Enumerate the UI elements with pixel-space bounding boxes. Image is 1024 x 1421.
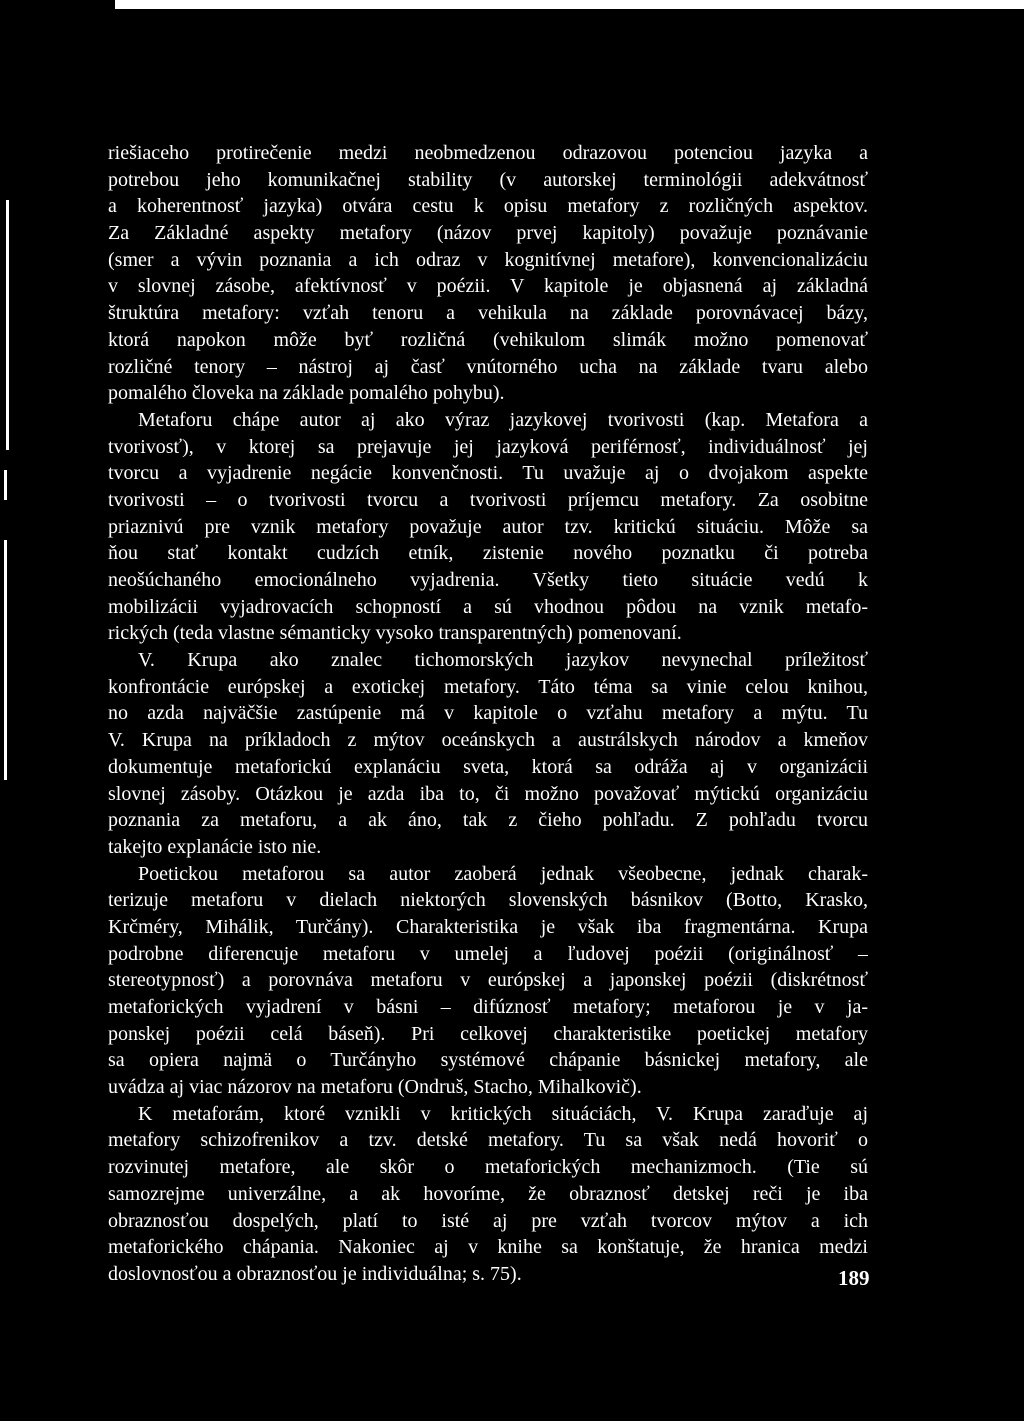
text-line: (smer a vývin poznania a ich odraz v kognitívnej metafore), konvencionalizáciu [108, 248, 868, 271]
text-line: V. Krupa na príkladoch z mýtov oceánskych a austrálskych národov a kmeňov [108, 729, 868, 752]
left-margin-mark-small [4, 470, 7, 500]
text-line: obraznosťou dospelých, platí to isté aj pre vzťah tvorcov mýtov a ich [108, 1209, 868, 1232]
text-line: konfrontácie európskej a exotickej metafory. Táto téma sa vinie celou knihou, [108, 675, 868, 698]
text-line: doslovnosťou a obraznosťou je individuálna; s. 75). [108, 1262, 522, 1285]
text-line: poznania za metaforu, a ak áno, tak z čieho pohľadu. Z pohľadu tvorcu [108, 809, 868, 832]
left-margin-mark [6, 200, 9, 450]
text-line: štruktúra metafory: vzťah tenoru a vehikula na základe porovnávacej bázy, [108, 302, 868, 325]
text-line: ponskej poézii celá báseň). Pri celkovej charakteristike poetickej metafory [108, 1022, 868, 1045]
text-line: rozvinutej metafore, ale skôr o metaforických mechanizmoch. (Tie sú [108, 1156, 868, 1179]
text-line: takejto explanácie isto nie. [108, 835, 322, 858]
text-line: samozrejme univerzálne, a ak hovoríme, že obraznosť detskej reči je iba [108, 1182, 868, 1205]
text-line: riešiaceho protirečenie medzi neobmedzenou odrazovou potenciou jazyka a [108, 142, 868, 164]
text-line: V. Krupa ako znalec tichomorských jazykov nevynechal príležitosť [138, 649, 868, 672]
text-line: neošúchaného emocionálneho vyjadrenia. Všetky tieto situácie vedú k [108, 569, 868, 591]
text-line: uvádza aj viac názorov na metaforu (Ondruš, Stacho, Mihalkovič). [108, 1076, 642, 1099]
top-edge-strip [115, 0, 1024, 9]
left-margin-mark-lower [4, 540, 7, 780]
text-line: Metaforu chápe autor aj ako výraz jazykovej tvorivosti (kap. Metafora a [138, 408, 868, 431]
text-line: K metaforám, ktoré vznikli v kritických situáciách, V. Krupa zaraďuje aj [138, 1102, 868, 1125]
text-line: no azda najväčšie zastúpenie má v kapitole o vzťahu metafory a mýtu. Tu [108, 702, 868, 725]
text-line: rozličné tenory – nástroj aj časť vnútorného ucha na základe tvaru alebo [108, 355, 868, 378]
text-line: pomalého človeka na základe pomalého pohybu). [108, 382, 505, 405]
text-line: Krčméry, Mihálik, Turčány). Charakteristika je však iba fragmentárna. Krupa [108, 915, 868, 938]
text-line: potrebou jeho komunikačnej stability (v autorskej terminológii adekvátnosť [108, 168, 868, 191]
text-line: rických (teda vlastne sémanticky vysoko transparentných) pomenovaní. [108, 622, 682, 645]
text-line: slovnej zásoby. Otázkou je azda iba to, či možno považovať mýtickú organizáciu [108, 782, 868, 805]
page-number: 189 [838, 1266, 870, 1290]
text-line: ktorá napokon môže byť rozličná (vehikulom slimák možno pomenovať [108, 328, 868, 351]
text-line: Za Základné aspekty metafory (názov prvej kapitoly) považuje poznávanie [108, 222, 868, 245]
text-line: mobilizácii vyjadrovacích schopností a sú vhodnou pôdou na vznik metafo- [108, 595, 868, 618]
text-line: a koherentnosť jazyka) otvára cestu k opisu metafory z rozličných aspektov. [108, 195, 868, 218]
text-line: tvorivosť), v ktorej sa prejavuje jej jazyková periférnosť, individuálnosť jej [108, 435, 868, 458]
text-line: metafory schizofrenikov a tzv. detské metafory. Tu sa však nedá hovoriť o [108, 1129, 868, 1152]
text-line: terizuje metaforu v dielach niektorých slovenských básnikov (Botto, Krasko, [108, 889, 868, 912]
text-line: stereotypnosť) a porovnáva metaforu v európskej a japonskej poézii (diskrétnosť [108, 969, 868, 992]
text-line: ňou stať kontakt cudzích etník, zistenie nového poznatku či potreba [108, 542, 868, 565]
text-line: priaznivú pre vznik metafory považuje autor tzv. kritickú situáciu. Môže sa [108, 515, 868, 538]
text-line: Poetickou metaforou sa autor zaoberá jednak všeobecne, jednak charak- [138, 862, 868, 885]
text-line: metaforického chápania. Nakoniec aj v knihe sa konštatuje, že hranica medzi [108, 1236, 868, 1259]
text-line: v slovnej zásobe, afektívnosť v poézii. V kapitole je objasnená aj základná [108, 275, 868, 298]
text-line: dokumentuje metaforickú explanáciu sveta, ktorá sa odráža aj v organizácii [108, 755, 868, 778]
text-line: sa opiera najmä o Turčányho systémové chápanie básnickej metafory, ale [108, 1049, 868, 1072]
text-line: tvorivosti – o tvorivosti tvorcu a tvorivosti príjemcu metafory. Za osobitne [108, 488, 868, 511]
text-line: metaforických vyjadrení v básni – difúznosť metafory; metaforou je v ja- [108, 996, 868, 1018]
body-text [108, 140, 868, 1288]
text-line: tvorcu a vyjadrenie negácie konvenčnosti. Tu uvažuje aj o dvojakom aspekte [108, 462, 868, 485]
text-line: podrobne diferencuje metaforu v umelej a ľudovej poézii (originálnosť – [108, 942, 868, 965]
